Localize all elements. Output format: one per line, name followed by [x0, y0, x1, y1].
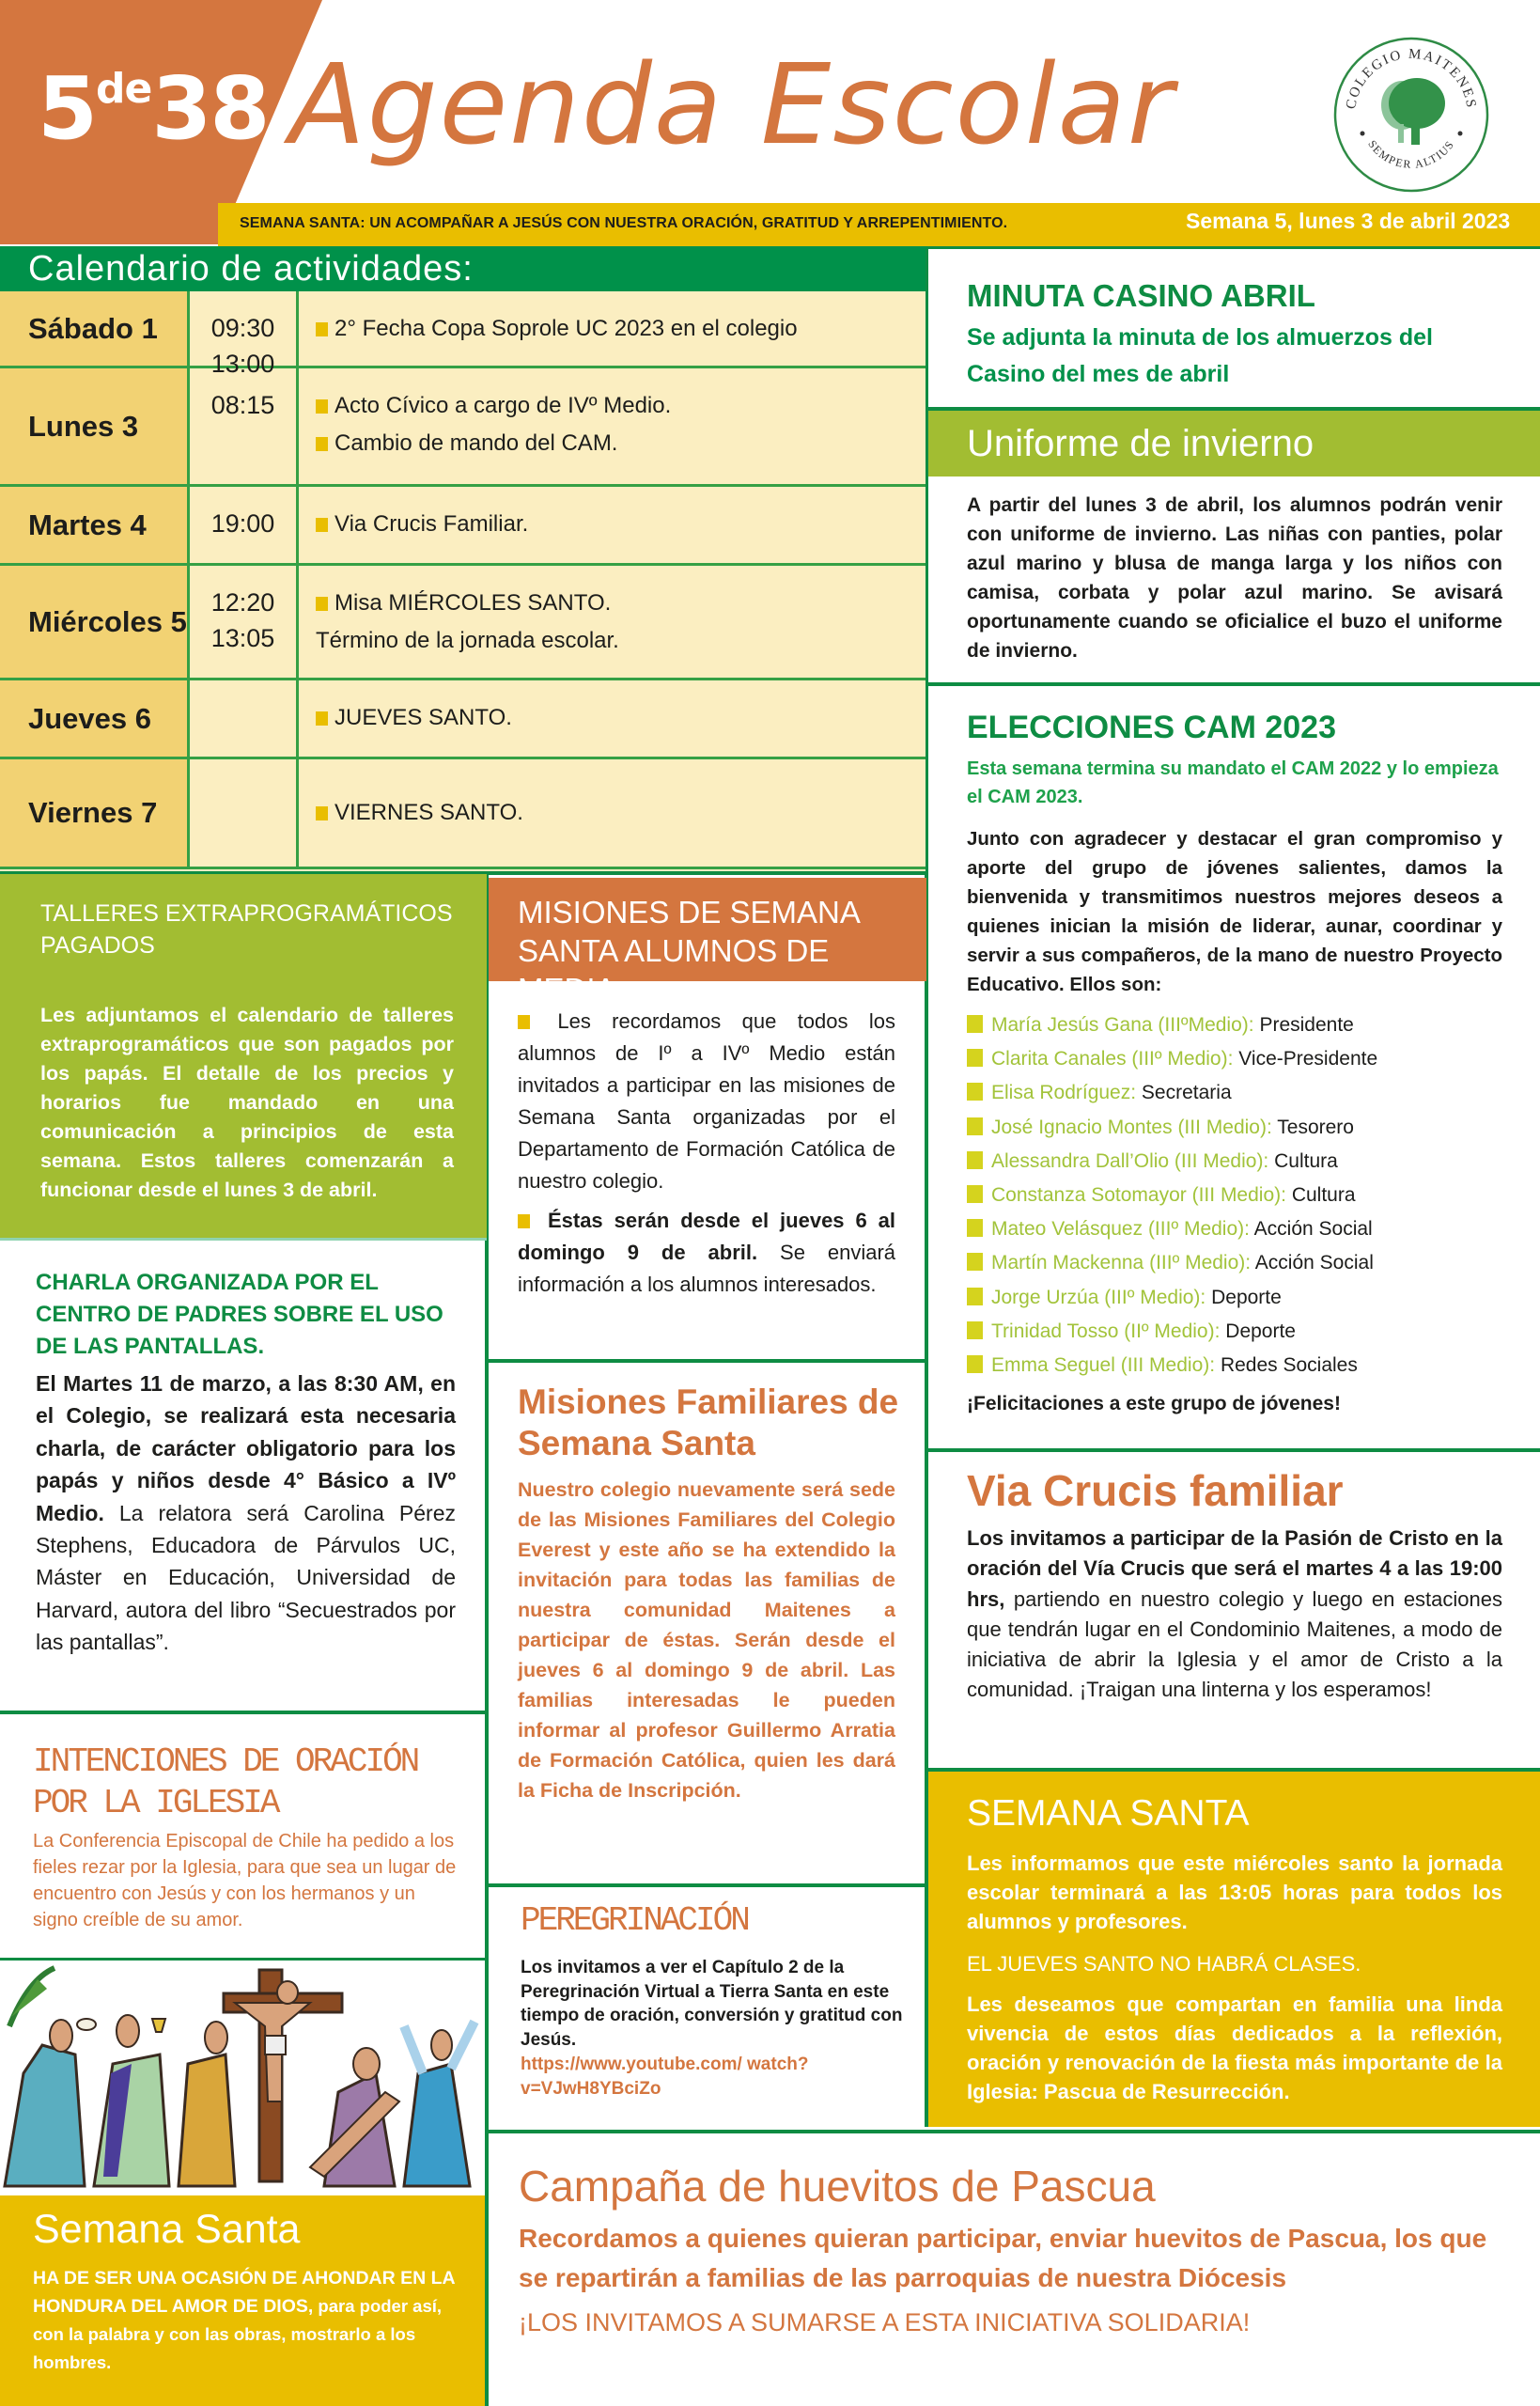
misiones-media-p2-bold: Éstas serán desde el jueves 6 al domingo 9 de abril. — [518, 1209, 896, 1264]
uniforme-title: Uniforme de invierno — [967, 423, 1314, 464]
bullet-icon — [316, 806, 328, 820]
calendar-activity-text: Via Crucis Familiar. — [334, 511, 529, 537]
calendar-time: 09:30 — [210, 314, 275, 342]
calendar-row — [0, 680, 927, 759]
cam-member-role: Secretaria — [1141, 1082, 1232, 1104]
calendar-day: Lunes 3 — [0, 368, 190, 484]
charla-body-rest: La relatora será Carolina Pérez Stephens, Educadora de Párvulos UC, Máster en Educación, Universidad de Harvard, autora del libro “Secuestrados por las pantallas”. — [36, 1500, 456, 1655]
calendar-row — [0, 759, 927, 869]
bullet-icon — [967, 1219, 983, 1237]
school-logo — [1332, 36, 1490, 194]
cross-icon — [224, 1970, 342, 2181]
campana-title: Campaña de huevitos de Pascua — [519, 2162, 1156, 2211]
calendar-table — [0, 291, 927, 872]
cam-member-name: Mateo Velásquez (IIIº Medio): — [991, 1218, 1250, 1241]
calendar-day: Sábado 1 — [0, 291, 190, 366]
campana-body: Recordamos a quienes quieran participar, enviar huevitos de Pascua, los que se repartirán a familias de las parroquias de nuestra Diócesis — [519, 2224, 1487, 2292]
cam-member-name: Martín Mackenna (IIIº Medio): — [991, 1252, 1252, 1274]
calendar-activity — [316, 699, 927, 737]
misiones-media-p1: Les recordamos que todos los alumnos de Iº a IVº Medio están invitados a participar en las misiones de Semana Santa organizadas por el Departamento de Formación Católica de nuestro colegio. — [518, 1009, 895, 1193]
semana-santa-left-upper: HA DE SER UNA OCASIÓN DE AHONDAR EN LA HONDURA DEL AMOR DE DIOS, — [33, 2268, 455, 2317]
via-crucis-body-rest: partiendo en nuestro colegio y luego en estaciones que tendrán lugar en el Condominio Maitenes, a modo de iniciativa de abrir la Iglesia y el amor de Cristo a la comunidad. ¡Traigan una linterna y los esperamos! — [967, 1586, 1502, 1702]
misiones-familiares-body: Nuestro colegio nuevamente será sede de las Misiones Familiares del Colegio Everest y este año se ha extendido la invitación para todas las familias de nuestra comunidad Maitenes a participar de éstas. Serán desde el jueves 6 al domingo 9 de abril. Las familias interesadas le pueden informar al profesor Guillermo Arratia de Formación Católica, quien les dará la Ficha de Inscripción. — [518, 1478, 895, 1802]
calendar-times — [190, 368, 299, 484]
minuta-subtitle: Se adjunta la minuta de los almuerzos del Casino del mes de abril — [967, 324, 1433, 387]
page-number: 5 — [38, 58, 97, 159]
via-crucis-title: Via Crucis familiar — [967, 1466, 1344, 1515]
bullet-icon — [316, 437, 328, 451]
cam-member-name: Constanza Sotomayor (III Medio): — [991, 1184, 1286, 1207]
elecciones-subtitle: Esta semana termina su mandato el CAM 2022 y lo empieza el CAM 2023. — [967, 758, 1499, 807]
page-title: Agenda Escolar — [289, 39, 1175, 169]
bullet-icon — [316, 322, 328, 336]
bullet-icon — [967, 1117, 983, 1135]
via-crucis-body — [967, 1523, 1502, 1706]
semana-santa-left-body — [33, 2265, 465, 2377]
divider — [485, 1883, 926, 1887]
bullet-icon — [967, 1083, 983, 1101]
misiones-media-p1-wrap — [518, 1006, 895, 1197]
divider — [0, 1238, 487, 1241]
figure-praising-icon — [404, 2022, 474, 2186]
calendar-activities — [299, 680, 927, 757]
semana-santa-left-title: Semana Santa — [33, 2207, 301, 2252]
calendar-row — [0, 368, 927, 487]
cam-member — [967, 1315, 1521, 1349]
bullet-icon — [967, 1185, 983, 1203]
calendar-row — [0, 291, 927, 378]
semana-santa-title: SEMANA SANTA — [967, 1793, 1250, 1834]
charla-body — [36, 1367, 456, 1659]
calendar-time: 08:15 — [210, 391, 275, 419]
cam-member-role: Deporte — [1211, 1286, 1282, 1308]
charla-body-bold: El Martes 11 de marzo, a las 8:30 AM, en el Colegio, se realizará esta necesaria charla, de carácter obligatorio para los papás y niños desde 4° Básico a IVº Medio. — [36, 1371, 456, 1525]
calendar-activity — [316, 387, 927, 425]
bullet-icon — [316, 399, 328, 414]
cam-member — [967, 1076, 1521, 1110]
intenciones-body: La Conferencia Episcopal de Chile ha pedido a los fieles rezar por la Iglesia, para que sea un lugar de encuentro con Jesús y con los hermanos y un signo creíble de su amor. — [33, 1831, 457, 1930]
cam-member — [967, 1281, 1521, 1315]
misiones-media-p2-wrap — [518, 1205, 895, 1301]
cam-member-role: Acción Social — [1253, 1218, 1373, 1241]
divider — [928, 1448, 1540, 1452]
calendar-activity-text: Misa MIÉRCOLES SANTO. — [334, 590, 612, 616]
calendar-row — [0, 487, 927, 566]
cam-member-role: Presidente — [1259, 1014, 1354, 1036]
calendar-title: Calendario de actividades: — [28, 249, 474, 289]
cam-member-name: Elisa Rodríguez: — [991, 1082, 1137, 1104]
cam-member-name: José Ignacio Montes (III Medio): — [991, 1116, 1272, 1138]
cam-member — [967, 1246, 1521, 1280]
peregrinacion-video-link[interactable]: https://www.youtube.com/ watch?v=VJwH8YBciZo — [521, 2054, 809, 2099]
cam-member-role: Acción Social — [1254, 1252, 1374, 1274]
cam-member-name: María Jesús Gana (IIIºMedio): — [991, 1014, 1254, 1036]
calendar-activity — [316, 585, 927, 622]
cam-member-role: Redes Sociales — [1220, 1354, 1358, 1377]
elecciones-body: Junto con agradecer y destacar el gran compromiso y aporte del grupo de jóvenes salientes, damos la bienvenida y transmitimos nuestros mejores deseos a quienes inician la misión de liderar, aunar, coordinar y servir a sus compañeros, de la mano de nuestro Proyecto Educativo. Ellos son: — [967, 828, 1502, 995]
calendar-day: Jueves 6 — [0, 680, 190, 757]
calendar-day: Miércoles 5 — [0, 566, 190, 678]
bullet-icon — [967, 1253, 983, 1271]
figure-woman-icon — [179, 2022, 235, 2186]
calendar-activity-text: VIERNES SANTO. — [334, 799, 523, 825]
elecciones-title: ELECCIONES CAM 2023 — [967, 710, 1336, 745]
calendar-activity-text: JUEVES SANTO. — [334, 705, 512, 730]
bullet-icon — [316, 518, 328, 532]
calendar-activities — [299, 566, 927, 678]
figure-pieta-icon — [310, 2048, 399, 2186]
cam-member-name: Clarita Canales (IIIº Medio): — [991, 1048, 1234, 1070]
cam-member — [967, 1145, 1521, 1179]
page-total: 38 — [151, 58, 269, 159]
cam-member-name: Trinidad Tosso (IIº Medio): — [991, 1320, 1221, 1342]
calendar-activity — [316, 425, 927, 462]
weekly-motto: SEMANA SANTA: UN ACOMPAÑAR A JESÚS CON NUESTRA ORACIÓN, GRATITUD Y ARREPENTIMIENTO. — [240, 215, 1008, 231]
misiones-media-p2-rest: Se enviará información a los alumnos interesados. — [518, 1241, 896, 1296]
cam-member-role: Cultura — [1274, 1149, 1338, 1172]
bullet-icon — [967, 1049, 983, 1067]
cam-member-role: Deporte — [1225, 1320, 1296, 1342]
calendar-activity-text: Cambio de mando del CAM. — [334, 430, 618, 456]
cam-member — [967, 1212, 1521, 1246]
talleres-body: Les adjuntamos el calendario de talleres extraprogramáticos que son pagados por los papás. El detalle de los precios y horarios fue mandado en una comunicación a principios de esta semana. Estos talleres comenzarán a funcionar desde el lunes 3 de abril. — [40, 1004, 454, 1201]
divider — [0, 1711, 487, 1714]
calendar-times — [190, 487, 299, 563]
calendar-day: Viernes 7 — [0, 759, 190, 867]
semana-santa-p3: Les deseamos que compartan en familia una linda vivencia de estos días dedicados a la reflexión, oración y renovación de la fiesta más importante de la Iglesia: Pascua de Resurrección. — [967, 1992, 1502, 2103]
calendar-row — [0, 566, 927, 680]
figure-palm-icon — [5, 1968, 85, 2186]
bullet-icon — [967, 1015, 983, 1033]
calendar-time: 19:00 — [210, 509, 275, 538]
calendar-times — [190, 680, 299, 757]
calendar-activity — [316, 310, 927, 348]
holy-week-illustration — [0, 1961, 485, 2195]
logo-bottom-text: SEMPER ALTIUS — [1365, 137, 1457, 171]
cam-member — [967, 1042, 1521, 1076]
cam-member — [967, 1008, 1521, 1042]
calendar-time: 12:20 — [210, 588, 275, 617]
calendar-activity — [316, 794, 927, 832]
calendar-activities — [299, 368, 927, 484]
via-crucis-body-bold: Los invitamos a participar de la Pasión de Cristo en la oración del Vía Crucis que será el martes 4 a las 19:00 hrs, — [967, 1526, 1502, 1611]
intenciones-title: INTENCIONES DE ORACIÓN POR LA IGLESIA — [33, 1742, 418, 1822]
calendar-times — [190, 566, 299, 678]
divider — [928, 682, 1540, 686]
cam-member-role: Cultura — [1291, 1184, 1356, 1207]
bullet-icon — [518, 1214, 530, 1228]
bullet-icon — [967, 1321, 983, 1339]
cam-members-list — [967, 1008, 1521, 1383]
cam-member-name: Alessandra Dall’Olio (III Medio): — [991, 1149, 1269, 1172]
bullet-icon — [316, 597, 328, 611]
calendar-activities — [299, 291, 927, 366]
divider — [485, 1359, 926, 1363]
calendar-activity-text: 2° Fecha Copa Soprole UC 2023 en el colegio — [334, 316, 798, 341]
calendar-activity — [316, 506, 927, 543]
campana-cta: ¡LOS INVITAMOS A SUMARSE A ESTA INICIATIVA SOLIDARIA! — [519, 2308, 1251, 2336]
figure-chalice-icon — [77, 2015, 169, 2186]
cam-member — [967, 1349, 1521, 1383]
semana-santa-p2: EL JUEVES SANTO NO HABRÁ CLASES. — [967, 1952, 1361, 1976]
peregrinacion-title: PEREGRINACIÓN — [521, 1901, 748, 1940]
logo-top-text: COLEGIO MAITENES — [1344, 46, 1479, 111]
calendar-activity — [316, 622, 927, 660]
misiones-familiares-title: Misiones Familiares de Semana Santa — [518, 1383, 899, 1462]
cam-member-role: Tesorero — [1277, 1116, 1354, 1138]
week-date: Semana 5, lunes 3 de abril 2023 — [1186, 209, 1511, 233]
calendar-times — [190, 291, 299, 378]
bullet-icon — [316, 711, 328, 726]
calendar-activities — [299, 759, 927, 867]
column-divider — [925, 874, 928, 2127]
divider — [485, 2130, 1540, 2133]
semana-santa-left-lower: para poder así, con la palabra y con las obras, mostrarlo a los hombres. — [33, 2296, 443, 2372]
misiones-media-body — [518, 1006, 895, 1301]
talleres-title: TALLERES EXTRAPROGRAMÁTICOS PAGADOS — [40, 900, 453, 959]
page-counter — [38, 58, 269, 159]
calendar-times — [190, 759, 299, 867]
bullet-icon — [518, 1015, 530, 1029]
peregrinacion-body: Los invitamos a ver el Capítulo 2 de la Peregrinación Virtual a Tierra Santa en este tiempo de oración, conversión y gratitud con Jesús. — [521, 1958, 903, 2050]
misiones-media-title: MISIONES DE SEMANA SANTA ALUMNOS DE MEDIA — [518, 895, 860, 1007]
calendar-day: Martes 4 — [0, 487, 190, 563]
charla-title: CHARLA ORGANIZADA POR EL CENTRO DE PADRES SOBRE EL USO DE LAS PANTALLAS. — [36, 1270, 443, 1359]
calendar-activities — [299, 487, 927, 563]
cam-member-name: Emma Seguel (III Medio): — [991, 1354, 1216, 1377]
calendar-activity-text: Término de la jornada escolar. — [316, 628, 619, 653]
cam-member-name: Jorge Urzúa (IIIº Medio): — [991, 1286, 1206, 1308]
bullet-icon — [967, 1288, 983, 1305]
cam-member — [967, 1179, 1521, 1212]
uniforme-body: A partir del lunes 3 de abril, los alumnos podrán venir con uniforme de invierno. Las niñas con panties, polar azul marino y blusa de manga larga y los niños con camisa, corbata y polar azul marino. Se avisará oportunamente cuando se oficialice el buzo el uniforme de invierno. — [967, 494, 1502, 662]
semana-santa-p1: Les informamos que este miércoles santo la jornada escolar terminará a las 13:05 horas para todos los alumnos y profesores. — [967, 1851, 1502, 1933]
page-de: de — [96, 65, 152, 113]
cam-member-role: Vice-Presidente — [1238, 1048, 1378, 1070]
elecciones-closing: ¡Felicitaciones a este grupo de jóvenes! — [967, 1393, 1341, 1414]
calendar-time: 13:05 — [210, 624, 275, 652]
calendar-time: 13:00 — [210, 350, 275, 378]
bullet-icon — [967, 1355, 983, 1373]
cam-member — [967, 1111, 1521, 1145]
calendar-activity-text: Acto Cívico a cargo de IVº Medio. — [334, 393, 672, 418]
bullet-icon — [967, 1151, 983, 1169]
minuta-title: MINUTA CASINO ABRIL — [967, 278, 1315, 313]
